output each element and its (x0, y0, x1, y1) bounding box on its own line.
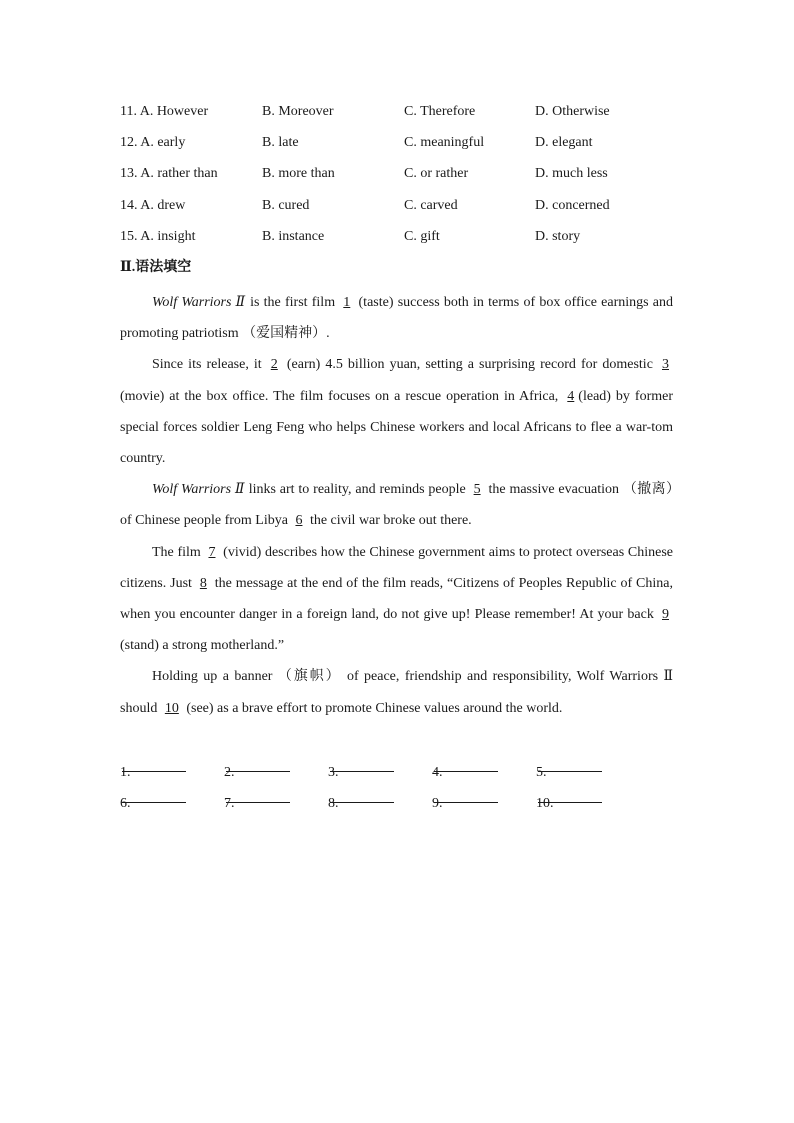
option-row-15 (120, 226, 680, 257)
option-row-11 (120, 101, 680, 132)
option-b: B. instance (262, 228, 325, 244)
passage (120, 287, 673, 724)
paragraph-1: Wolf Warriors Ⅱ is the first film 1 (taste) success both in terms of box office earnings and promoting patriotism （爱国精神）. (120, 295, 673, 342)
paragraph-2: Since its release, it 2 (earn) 4.5 billion yuan, setting a surprising record for domestic 3 (movie) at the box office. The film focuses on a rescue operation in Africa, 4 (lead) by former special forces soldier Leng Feng who helps Chinese workers and local Africans to flee a war-tom country. (120, 357, 674, 467)
multiple-choice-options (120, 101, 680, 257)
option-a: 12. A. early (120, 135, 186, 151)
option-d: D. elegant (535, 135, 593, 151)
answer-lines (120, 757, 640, 819)
option-a: 14. A. drew (120, 197, 186, 213)
blank-8: 8 (199, 575, 207, 591)
option-row-13 (120, 163, 680, 194)
paragraph-4: The film 7 (vivid) describes how the Chinese government aims to protect overseas Chinese citizens. Just 8 the message at the end of the film reads, “Citizens of Peoples Republic of China, when you encounter danger in a foreign land, do not give up! Please remember! At your back 9 (stand) a strong motherland.” (120, 544, 673, 654)
option-d: D. Otherwise (535, 104, 610, 119)
blank-4: 4 (567, 388, 575, 404)
option-d: D. concerned (535, 197, 610, 213)
option-b: B. late (262, 135, 299, 151)
film-title: Wolf Warriors Ⅱ (152, 482, 245, 498)
option-d: D. much less (535, 166, 608, 182)
blank-10: 10 (164, 700, 179, 716)
option-b: B. more than (262, 166, 335, 182)
film-title: Wolf Warriors Ⅱ (152, 295, 246, 310)
option-c: C. or rather (404, 166, 469, 182)
blank-7: 7 (208, 544, 216, 560)
option-a: 11. A. However (120, 104, 209, 119)
option-c: C. carved (404, 197, 458, 213)
option-c: C. Therefore (404, 104, 476, 119)
option-b: B. Moreover (262, 104, 334, 119)
paragraph-3: Wolf Warriors Ⅱ links art to reality, and reminds people 5 the massive evacuation （撤离）of Chinese people from Libya 6 the civil war broke out there. (120, 482, 673, 529)
blank-2: 2 (270, 357, 278, 373)
blank-1: 1 (343, 295, 351, 310)
blank-9: 9 (662, 607, 669, 623)
option-row-12 (120, 132, 680, 163)
option-c: C. meaningful (404, 135, 485, 151)
answer-row-1: 1. 2. 3. 4. 5. (120, 757, 640, 788)
option-a: 15. A. insight (120, 228, 196, 244)
option-b: B. cured (262, 197, 310, 213)
paragraph-5: Holding up a banner （旗帜） of peace, friendship and responsibility, Wolf Warriors Ⅱ should 10 (see) as a brave effort to promote Chinese values around the world. (120, 669, 673, 716)
blank-6: 6 (295, 513, 303, 529)
option-d: D. story (535, 228, 581, 244)
blank-5: 5 (473, 482, 481, 498)
option-a: 13. A. rather than (120, 166, 218, 182)
option-row-14 (120, 195, 680, 226)
section-heading: Ⅱ.语法填空 (120, 260, 192, 275)
option-c: C. gift (404, 228, 440, 244)
answer-row-2: 6. 7. 8. 9. 10. (120, 788, 640, 819)
blank-3: 3 (662, 357, 669, 373)
